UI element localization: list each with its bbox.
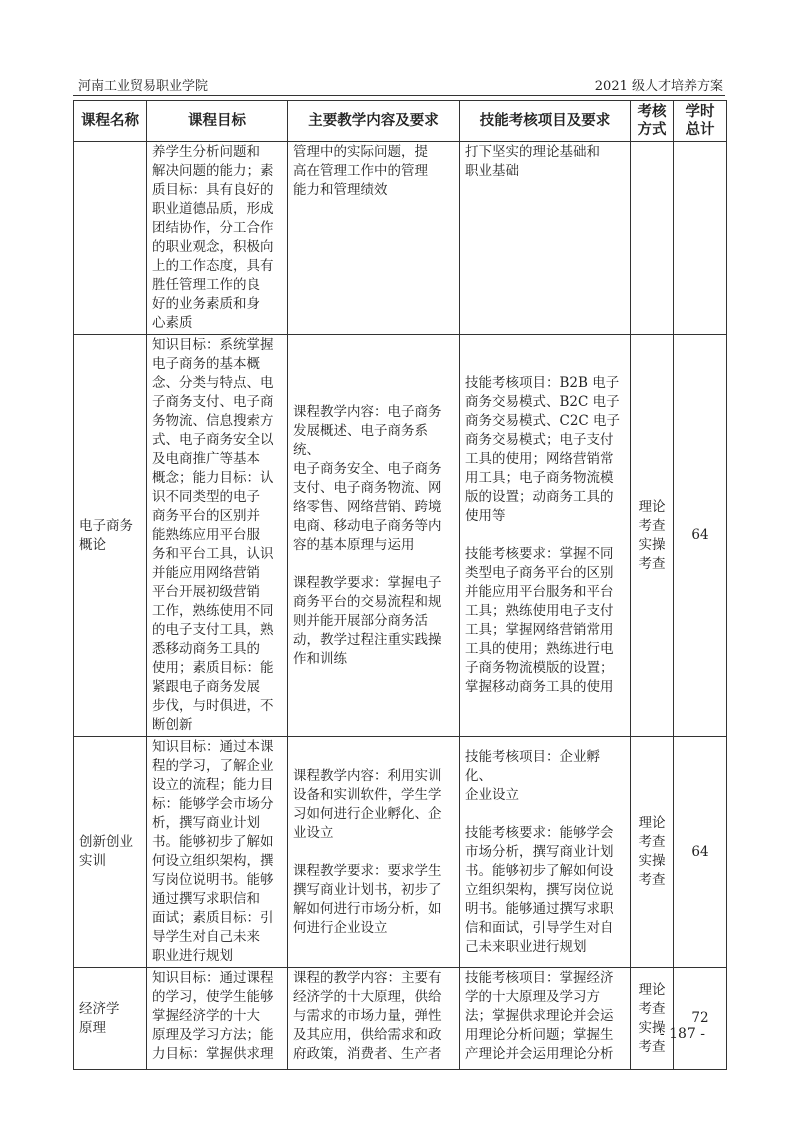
- course-goal: 知识目标：通过本课 程的学习，了解企业 设立的流程；能力目 标：能够学会市场分 析，撰写商业计划 书。能够初步了解如 何设立组织架构，撰 写岗位说明书。能够 通过撰写求职信和 面试；素质目标：引 导学生对自己未来 职业进行规划: [147, 737, 288, 968]
- course-name: 电子商务 概论: [74, 335, 147, 737]
- course-name: [74, 142, 147, 335]
- skill-assessment: 打下坚实的理论基础和 职业基础: [460, 142, 631, 335]
- col-header-content: 主要教学内容及要求: [288, 101, 460, 142]
- col-header-course-goal: 课程目标: [147, 101, 288, 142]
- header-divider: [73, 95, 725, 96]
- col-header-assessment-method: 考核 方式: [631, 101, 674, 142]
- course-name: 创新创业 实训: [74, 737, 147, 968]
- course-content: 课程教学内容：电子商务 发展概述、电子商务系统、 电子商务安全、电子商务 支付、电子商务物流、网 络零售、网络营销、跨境 电商、移动电子商务等内 容的基本原理与运用 课程教学要求：掌握电子 商务平台的交易流程和规 则并能开展部分商务活 动，教学过程注重实践操 作和训练: [288, 335, 460, 737]
- total-hours: 64: [674, 335, 727, 737]
- course-goal: 知识目标：系统掌握 电子商务的基本概 念、分类与特点、电 子商务支付、电子商 务物流、信息搜索方 式、电子商务安全以 及电商推广等基本 概念；能力目标：认 识不同类型的电子 商务平台的区别并 能熟练应用平台服 务和平台工具，认识 并能应用网络营销 平台开展初级营销 工作，熟练使用不同 的电子支付工具，熟 悉移动商务工具的 使用；素质目标：能 紧跟电子商务发展 步伐，与时俱进，不 断创新: [147, 335, 288, 737]
- course-content: 课程的教学内容：主要有 经济学的十大原理，供给 与需求的市场力量，弹性 及其应用，供给需求和政 府政策，消费者、生产者: [288, 968, 460, 1070]
- table-row: [74, 142, 727, 335]
- col-header-total-hours: 学时 总计: [674, 101, 727, 142]
- table-row: [74, 335, 727, 737]
- course-content: 课程教学内容：利用实训 设备和实训软件，学生学 习如何进行企业孵化、企 业设立 课程教学要求：要求学生 撰写商业计划书，初步了 解如何进行市场分析，如 何进行企业设立: [288, 737, 460, 968]
- skill-assessment: 技能考核项目：企业孵化、 企业设立 技能考核要求：能够学会 市场分析，撰写商业计划 书。能够初步了解如何设 立组织架构，撰写岗位说 明书。能够通过撰写求职 信和面试，引导学生对自 己未来职业进行规划: [460, 737, 631, 968]
- curriculum-table: [73, 100, 727, 1070]
- total-hours: [674, 142, 727, 335]
- table-row: [74, 737, 727, 968]
- course-goal: 知识目标：通过课程 的学习，使学生能够 掌握经济学的十大 原理及学习方法；能 力目标：掌握供求理: [147, 968, 288, 1070]
- assessment-method: 理论 考查 实操 考查: [631, 737, 674, 968]
- page-number: - 187 -: [659, 1026, 705, 1042]
- assessment-method: 理论 考查 实操 考查: [631, 335, 674, 737]
- header-school-name: 河南工业贸易职业学院: [78, 79, 209, 94]
- table-header-row: [74, 101, 727, 142]
- col-header-course-name: 课程名称: [74, 101, 147, 142]
- course-goal: 养学生分析问题和 解决问题的能力；素 质目标：具有良好的 职业道德品质，形成 团结协作，分工合作 的职业观念，积极向 上的工作态度，具有 胜任管理工作的良 好的业务素质和身 心素质: [147, 142, 288, 335]
- table-row: [74, 968, 727, 1070]
- course-content: 管理中的实际问题，提 高在管理工作中的管理 能力和管理绩效: [288, 142, 460, 335]
- assessment-method: [631, 142, 674, 335]
- total-hours: 72: [674, 968, 727, 1070]
- skill-assessment: 技能考核项目：掌握经济 学的十大原理及学习方 法；掌握供求理论并会运 用理论分析问题；掌握生 产理论并会运用理论分析: [460, 968, 631, 1070]
- course-name: 经济学 原理: [74, 968, 147, 1070]
- col-header-skill-assessment: 技能考核项目及要求: [460, 101, 631, 142]
- header-document-title: 2021 级人才培养方案: [594, 79, 723, 94]
- total-hours: 64: [674, 737, 727, 968]
- assessment-method: 理论 考查 实操 考查: [631, 968, 674, 1070]
- skill-assessment: 技能考核项目：B2B 电子 商务交易模式、B2C 电子 商务交易模式、C2C 电子 商务交易模式；电子支付 工具的使用；网络营销常 用工具；电子商务物流模 版的设置；动商务工具的 使用等 技能考核要求：掌握不同 类型电子商务平台的区别 并能应用平台服务和平台 工具；熟练使用电子支付 工具；掌握网络营销常用 工具的使用；熟练进行电 子商务物流模版的设置； 掌握移动商务工具的使用: [460, 335, 631, 737]
